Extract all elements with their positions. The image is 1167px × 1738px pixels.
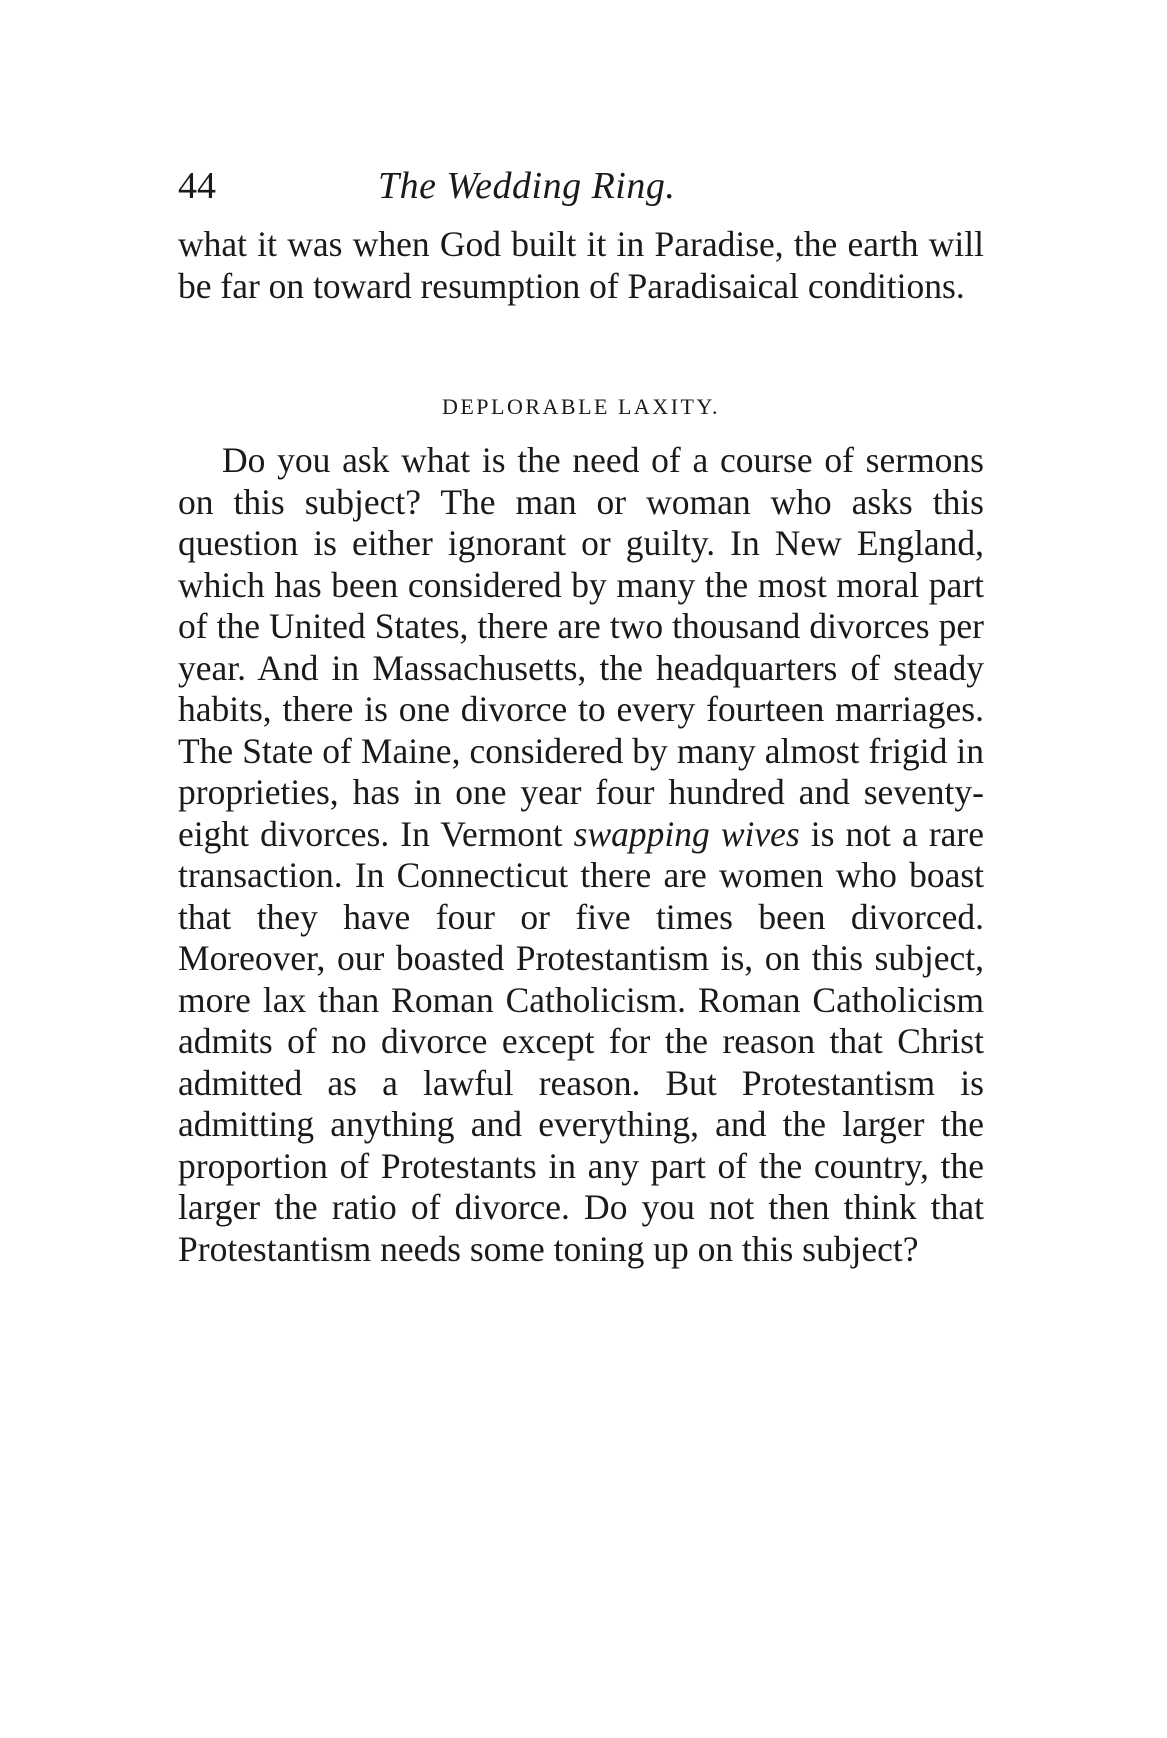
emphasis-text: swapping wives (573, 813, 800, 854)
paragraph-text-part-2: is not a rare transaction. In Connecticut there are women who boast that they have four or five times been divorced. Moreover, our boasted Protestantism is, on this subject, more lax than Roman Catholicism. Roman Catholicism admits of no divorce except for the reason that Christ admitted as a lawful reason. But Protestantism is admitting anything and everything, and the larger the proportion of Protestants in any part of the country, the larger the ratio of divorce. Do you not then think that Protestantism needs some toning up on this subject? (178, 813, 984, 1269)
running-head (178, 158, 988, 214)
running-title: The Wedding Ring. (378, 165, 676, 207)
paragraph-text-part-1: Do you ask what is the need of a course of sermons on this subject? The man or woman who asks this question is either ignorant or guilty. In New England, which has been considered by many the most moral part of the United States, there are two thousand divorces per year. And in Massachusetts, the headquarters of steady habits, there is one divorce to every fourteen marriages. The State of Maine, considered by many almost frigid in proprieties, has in one year four hundred and seventy-eight divorces. In Vermont (178, 440, 984, 854)
body-paragraph (178, 440, 984, 1270)
page-number: 44 (178, 165, 216, 207)
continuation-paragraph: what it was when God built it in Paradise, the earth will be far on toward resumption of Paradisaical conditions. (178, 224, 984, 306)
section-heading: DEPLORABLE LAXITY. (441, 394, 721, 419)
